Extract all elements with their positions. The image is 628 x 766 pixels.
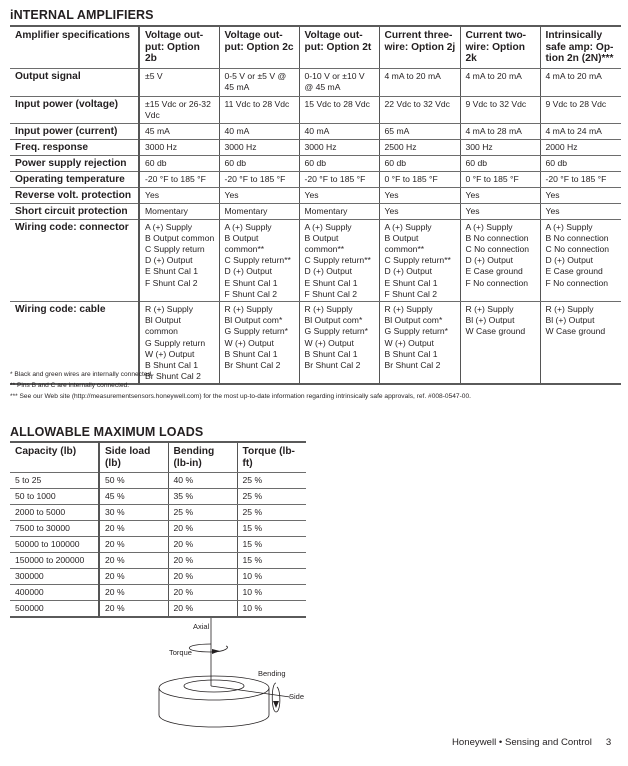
cell: 65 mA [379, 123, 460, 139]
capacity-cell: 500000 [10, 601, 99, 618]
cell: 60 db [379, 155, 460, 171]
spec-row-wiring-connector [10, 219, 621, 301]
wiring-list [219, 219, 299, 301]
wiring-line: R (+) Supply [384, 303, 433, 314]
wiring-list [139, 219, 219, 301]
table-row [10, 521, 306, 537]
wiring-line: Br Shunt Cal 2 [224, 359, 281, 370]
cell: Yes [540, 203, 621, 219]
wiring-line: D (+) Output [384, 266, 433, 277]
wiring-line: R (+) Supply [465, 303, 514, 314]
wiring-line: B Output common** [384, 232, 425, 254]
cell: 11 Vdc to 28 Vdc [219, 96, 299, 123]
wiring-line: D (+) Output [224, 266, 273, 277]
footnotes [10, 369, 471, 402]
row-label: Freq. response [10, 139, 139, 155]
wiring-line: A (+) Supply [384, 221, 432, 232]
bending-cell: 20 % [168, 521, 237, 537]
torque-cell: 15 % [237, 521, 306, 537]
row-label: Operating temperature [10, 171, 139, 187]
wiring-line: W Case ground [465, 326, 526, 337]
wiring-line: R (+) Supply [304, 303, 353, 314]
wiring-line: D (+) Output [145, 255, 193, 266]
header-capacity: Capacity (lb) [10, 442, 99, 473]
header-option-2j: Current three- wire: Option 2j [379, 26, 460, 68]
wiring-line: W (+) Output [224, 337, 274, 348]
cell: Yes [219, 187, 299, 203]
cell: Yes [139, 187, 219, 203]
row-label: Wiring code: connector [10, 219, 139, 301]
bending-cell: 20 % [168, 537, 237, 553]
cell: 4 mA to 20 mA [540, 68, 621, 96]
cell: 0 °F to 185 °F [379, 171, 460, 187]
footnote-1: * Black and green wires are internally connected. [10, 371, 153, 378]
cell: 0 °F to 185 °F [460, 171, 540, 187]
spec-row-input-power-voltage [10, 96, 621, 123]
cell: Yes [540, 187, 621, 203]
capacity-cell: 2000 to 5000 [10, 505, 99, 521]
wiring-line: A (+) Supply [145, 221, 193, 232]
cell: 60 db [139, 155, 219, 171]
side-label: Side [289, 692, 305, 701]
wiring-line: B Shunt Cal 1 [304, 348, 358, 359]
bending-arrow-icon [273, 701, 279, 708]
wiring-line: A (+) Supply [465, 221, 513, 232]
cell: 0-5 V or ±5 V @ 45 mA [219, 68, 299, 96]
wiring-line: Bl (+) Output [545, 315, 595, 326]
footnote-2: ** Pins B and C are internally connected. [10, 382, 130, 389]
page-footer [452, 737, 611, 748]
wiring-line: Bl Output com* [304, 315, 363, 326]
wiring-line: B Output common [145, 232, 215, 243]
table-row [10, 473, 306, 489]
wiring-line: R (+) Supply [145, 303, 193, 314]
wiring-line: A (+) Supply [545, 221, 593, 232]
wiring-line: F Shunt Cal 2 [304, 288, 358, 299]
side-load-cell: 30 % [99, 505, 168, 521]
header-option-2t: Voltage out- put: Option 2t [299, 26, 379, 68]
table-row [10, 505, 306, 521]
capacity-cell: 300000 [10, 569, 99, 585]
table-row [10, 569, 306, 585]
spec-row-output-signal [10, 68, 621, 96]
cell: 40 mA [299, 123, 379, 139]
row-label: Output signal [10, 68, 139, 96]
wiring-line: C Supply return [145, 243, 205, 254]
bending-cell: 20 % [168, 553, 237, 569]
wiring-line: E Shunt Cal 1 [304, 277, 358, 288]
wiring-line: C No connection [465, 243, 530, 254]
cell: Yes [379, 203, 460, 219]
torque-cell: 15 % [237, 537, 306, 553]
wiring-line: F No connection [545, 277, 609, 288]
wiring-line: Bl Output com* [224, 315, 283, 326]
capacity-cell: 7500 to 30000 [10, 521, 99, 537]
torque-cell: 25 % [237, 489, 306, 505]
wiring-line: B Shunt Cal 1 [384, 348, 438, 359]
wiring-line: G Supply return* [224, 326, 289, 337]
cell: 60 db [460, 155, 540, 171]
wiring-line: Br Shunt Cal 2 [384, 359, 441, 370]
axial-label: Axial [193, 622, 210, 631]
side-load-cell: 20 % [99, 601, 168, 618]
wiring-list [460, 301, 540, 384]
row-label: Wiring code: cable [10, 301, 139, 384]
page-number: 3 [605, 737, 612, 748]
side-load-cell: 20 % [99, 585, 168, 601]
spec-row-short-circuit-protection [10, 203, 621, 219]
side-load-cell: 20 % [99, 553, 168, 569]
cell: 60 db [540, 155, 621, 171]
torque-cell: 15 % [237, 553, 306, 569]
wiring-line: D (+) Output [465, 255, 514, 266]
cell: -20 °F to 185 °F [540, 171, 621, 187]
torque-cell: 10 % [237, 569, 306, 585]
spec-header-row [10, 26, 621, 68]
cell: 2500 Hz [379, 139, 460, 155]
spec-row-power-supply-rejection [10, 155, 621, 171]
wiring-line: B No connection [545, 232, 609, 243]
wiring-line: F No connection [465, 277, 529, 288]
torque-label: Torque [169, 648, 192, 657]
cell: ±5 V [139, 68, 219, 96]
spec-row-freq-response [10, 139, 621, 155]
cell: Yes [299, 187, 379, 203]
wiring-line: E Shunt Cal 1 [384, 277, 438, 288]
cell: -20 °F to 185 °F [139, 171, 219, 187]
wiring-line: R (+) Supply [224, 303, 273, 314]
spec-row-input-power-current [10, 123, 621, 139]
wiring-list [540, 219, 621, 301]
bending-cell: 40 % [168, 473, 237, 489]
row-label: Input power (voltage) [10, 96, 139, 123]
torque-cell: 10 % [237, 601, 306, 618]
wiring-line: R (+) Supply [545, 303, 594, 314]
wiring-line: C Supply return** [384, 255, 451, 266]
allowable-loads-table [10, 441, 306, 618]
side-load-cell: 45 % [99, 489, 168, 505]
wiring-line: Bl (+) Output [465, 315, 515, 326]
cell: 2000 Hz [540, 139, 621, 155]
row-label: Power supply rejection [10, 155, 139, 171]
load-cell-force-diagram [140, 615, 340, 765]
cell: 22 Vdc to 32 Vdc [379, 96, 460, 123]
wiring-line: B Shunt Cal 1 [224, 348, 278, 359]
header-option-2c: Voltage out- put: Option 2c [219, 26, 299, 68]
header-side-load: Side load (lb) [99, 442, 168, 473]
cell: 9 Vdc to 28 Vdc [540, 96, 621, 123]
wiring-line: E Case ground [545, 266, 603, 277]
torque-cell: 25 % [237, 473, 306, 489]
header-option-2b: Voltage out- put: Option 2b [139, 26, 219, 68]
wiring-line: E Case ground [465, 266, 523, 277]
cell: 9 Vdc to 32 Vdc [460, 96, 540, 123]
cell: 4 mA to 20 mA [379, 68, 460, 96]
capacity-cell: 50 to 1000 [10, 489, 99, 505]
wiring-line: Br Shunt Cal 2 [304, 359, 361, 370]
wiring-line: B No connection [465, 232, 529, 243]
table-row [10, 553, 306, 569]
wiring-line: D (+) Output [304, 266, 353, 277]
side-load-cell: 20 % [99, 569, 168, 585]
cell: 3000 Hz [299, 139, 379, 155]
header-option-2k: Current two- wire: Option 2k [460, 26, 540, 68]
capacity-cell: 5 to 25 [10, 473, 99, 489]
loads-header-row [10, 442, 306, 473]
bending-cell: 20 % [168, 601, 237, 618]
cell: Momentary [139, 203, 219, 219]
table-row [10, 489, 306, 505]
torque-cell: 10 % [237, 585, 306, 601]
row-label: Input power (current) [10, 123, 139, 139]
wiring-line: C Supply return** [224, 255, 291, 266]
wiring-line: A (+) Supply [304, 221, 352, 232]
side-load-cell: 20 % [99, 521, 168, 537]
wiring-list [460, 219, 540, 301]
wiring-list [540, 301, 621, 384]
cell: 60 db [299, 155, 379, 171]
table-row [10, 537, 306, 553]
bending-cell: 35 % [168, 489, 237, 505]
wiring-line: E Shunt Cal 1 [145, 266, 199, 277]
wiring-line: F Shunt Cal 2 [384, 288, 438, 299]
wiring-line: Bl Output common [145, 315, 181, 337]
footnote-3: *** See our Web site (http://measurementsensors.honeywell.com) for the most up-to-date information regarding intrinsically safe approvals, ref. #008-0547-00. [10, 393, 471, 400]
cell: 4 mA to 20 mA [460, 68, 540, 96]
cell: 0-10 V or ±10 V @ 45 mA [299, 68, 379, 96]
loads-title: ALLOWABLE MAXIMUM LOADS [10, 425, 204, 439]
footer-brand: Honeywell • Sensing and Control [452, 737, 592, 748]
wiring-list [379, 219, 460, 301]
cell: 3000 Hz [219, 139, 299, 155]
row-label: Short circuit protection [10, 203, 139, 219]
header-option-2n: Intrinsically safe amp: Op- tion 2n (2N)*** [540, 26, 621, 68]
wiring-line: F Shunt Cal 2 [224, 288, 278, 299]
capacity-cell: 400000 [10, 585, 99, 601]
cell: 15 Vdc to 28 Vdc [299, 96, 379, 123]
header-bending: Bending (lb-in) [168, 442, 237, 473]
header-torque: Torque (lb-ft) [237, 442, 306, 473]
cell: 40 mA [219, 123, 299, 139]
cell: Yes [460, 187, 540, 203]
cell: Yes [379, 187, 460, 203]
amplifier-spec-table [10, 25, 621, 385]
cell: 60 db [219, 155, 299, 171]
wiring-line: Bl Output com* [384, 315, 443, 326]
wiring-line: A (+) Supply [224, 221, 272, 232]
spec-row-reverse-volt-protection [10, 187, 621, 203]
wiring-line: W (+) Output [304, 337, 354, 348]
wiring-line: W Case ground [545, 326, 606, 337]
cell: Momentary [219, 203, 299, 219]
capacity-cell: 50000 to 100000 [10, 537, 99, 553]
row-label: Reverse volt. protection [10, 187, 139, 203]
cell: 3000 Hz [139, 139, 219, 155]
cell: 300 Hz [460, 139, 540, 155]
side-load-cell: 20 % [99, 537, 168, 553]
cell: 45 mA [139, 123, 219, 139]
wiring-line: D (+) Output [545, 255, 594, 266]
side-load-cell: 50 % [99, 473, 168, 489]
wiring-line: G Supply return* [304, 326, 369, 337]
wiring-line: G Supply return* [384, 326, 449, 337]
cell: -20 °F to 185 °F [299, 171, 379, 187]
cell: Yes [460, 203, 540, 219]
wiring-line: F Shunt Cal 2 [145, 277, 198, 288]
cell: Momentary [299, 203, 379, 219]
table-row [10, 585, 306, 601]
bending-cell: 25 % [168, 505, 237, 521]
wiring-line: E Shunt Cal 1 [224, 277, 278, 288]
wiring-line: B Shunt Cal 1 [145, 359, 199, 370]
cell: 4 mA to 24 mA [540, 123, 621, 139]
wiring-line: B Output common** [304, 232, 345, 254]
wiring-line: C No connection [545, 243, 610, 254]
bending-label: Bending [258, 669, 286, 678]
wiring-line: Br Shunt Cal 2 [145, 371, 201, 382]
amplifiers-title: iNTERNAL AMPLIFIERS [10, 8, 154, 22]
cell: ±15 Vdc or 26-32 Vdc [139, 96, 219, 123]
wiring-line: W (+) Output [384, 337, 434, 348]
cell: 4 mA to 28 mA [460, 123, 540, 139]
wiring-line: W (+) Output [145, 348, 195, 359]
spec-row-operating-temperature [10, 171, 621, 187]
capacity-cell: 150000 to 200000 [10, 553, 99, 569]
torque-cell: 25 % [237, 505, 306, 521]
bending-cell: 20 % [168, 585, 237, 601]
bending-cell: 20 % [168, 569, 237, 585]
cell: -20 °F to 185 °F [219, 171, 299, 187]
wiring-line: B Output common** [224, 232, 265, 254]
wiring-list [299, 219, 379, 301]
wiring-line: G Supply return [145, 337, 206, 348]
header-amplifier-specifications: Amplifier specifications [10, 26, 139, 68]
wiring-line: C Supply return** [304, 255, 371, 266]
